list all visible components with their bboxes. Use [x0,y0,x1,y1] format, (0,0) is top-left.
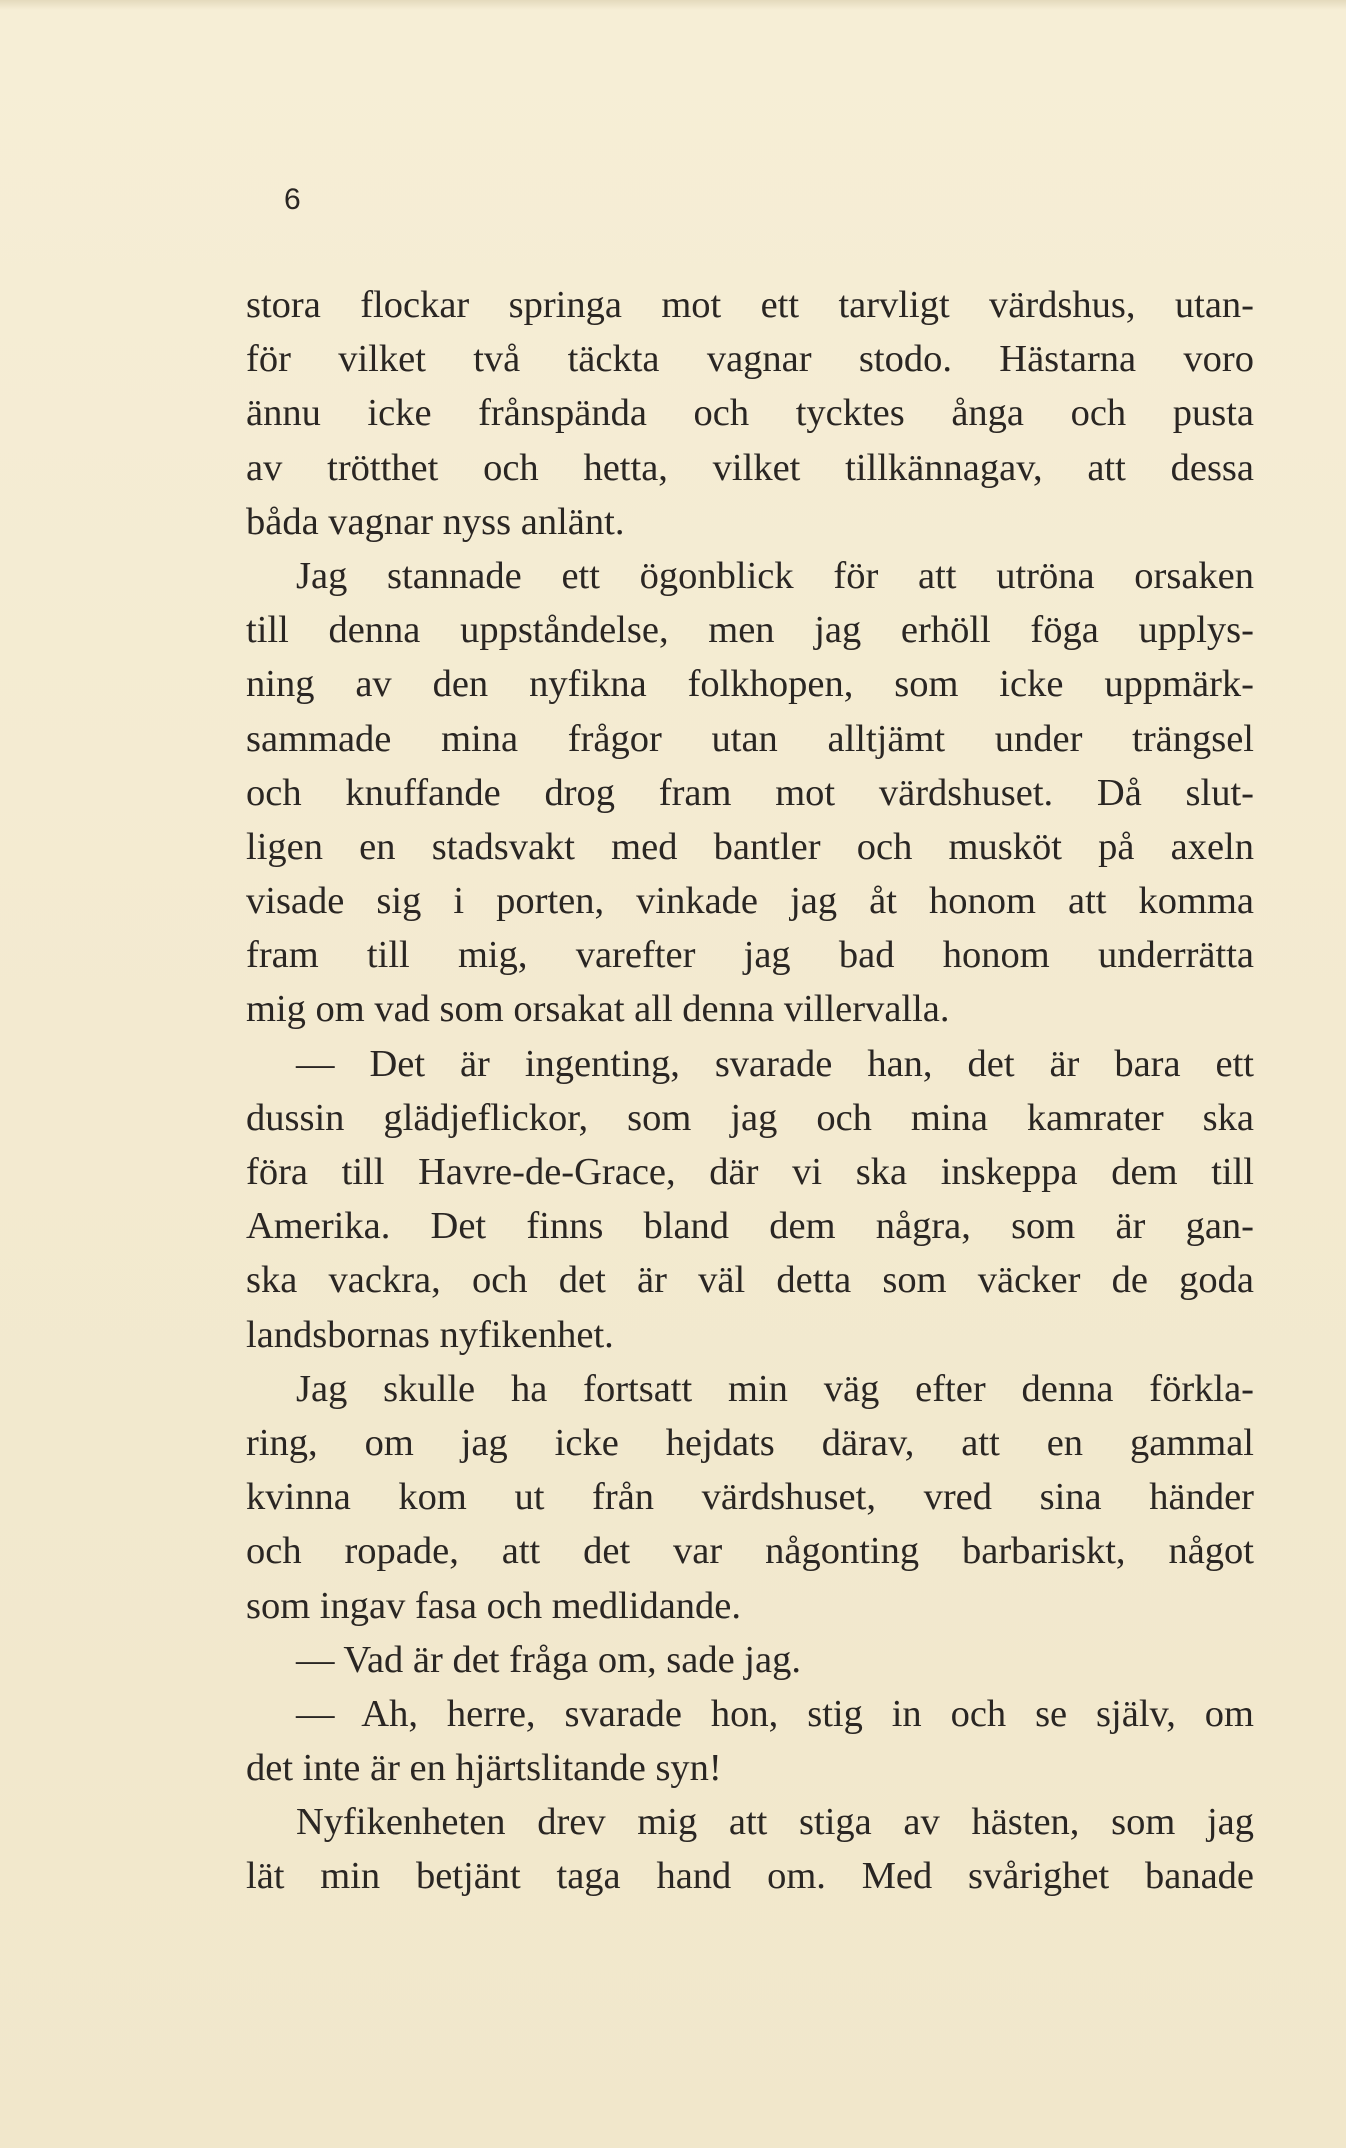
text-line: ännu icke frånspända och tycktes ånga och pusta [246,392,1254,435]
text-line: Amerika. Det finns bland dem några, som är gan- [246,1205,1254,1248]
text-line: sammade mina frågor utan alltjämt under trängsel [246,717,1254,760]
text-line: fram till mig, varefter jag bad honom underrätta [246,934,1254,977]
text-line: — Det är ingenting, svarade han, det är bara ett [296,1042,1254,1085]
text-line: visade sig i porten, vinkade jag åt honom att komma [246,880,1254,923]
text-line: som ingav fasa och medlidande. [246,1584,742,1627]
text-line: — Ah, herre, svarade hon, stig in och se själv, om [296,1692,1254,1735]
text-line: och ropade, att det var någonting barbariskt, något [246,1530,1254,1573]
text-line: och knuffande drog fram mot värdshuset. Då slut- [246,771,1254,814]
text-line: lät min betjänt taga hand om. Med svårighet banade [246,1855,1254,1898]
text-line: av trötthet och hetta, vilket tillkännagav, att dessa [246,446,1254,489]
text-line: ska vackra, och det är väl detta som väcker de goda [246,1259,1254,1302]
body-text [246,278,1254,1904]
text-line: Nyfikenheten drev mig att stiga av hästen, som jag [296,1801,1254,1844]
text-line: ligen en stadsvakt med bantler och musköt på axeln [246,825,1254,868]
page-number: 6 [284,183,301,216]
text-line: ring, om jag icke hejdats därav, att en gammal [246,1421,1254,1464]
page-top-edge [0,0,1346,10]
text-line: ning av den nyfikna folkhopen, som icke uppmärk- [246,663,1254,706]
text-line: Jag skulle ha fortsatt min väg efter denna förkla- [296,1367,1254,1410]
text-line: Jag stannade ett ögonblick för att utröna orsaken [296,554,1254,597]
text-line: dussin glädjeflickor, som jag och mina kamrater ska [246,1096,1254,1139]
text-line: för vilket två täckta vagnar stodo. Hästarna voro [246,338,1254,381]
text-line: — Vad är det fråga om, sade jag. [296,1638,801,1681]
text-line: till denna uppståndelse, men jag erhöll föga upplys- [246,609,1254,652]
text-line: det inte är en hjärtslitande syn! [246,1747,722,1790]
text-line: kvinna kom ut från värdshuset, vred sina händer [246,1476,1254,1519]
text-line: mig om vad som orsakat all denna villervalla. [246,988,950,1031]
text-line: stora flockar springa mot ett tarvligt värdshus, utan- [246,284,1254,326]
text-line: föra till Havre-de-Grace, där vi ska inskeppa dem till [246,1151,1254,1193]
text-line: båda vagnar nyss anlänt. [246,500,625,543]
text-line: landsbornas nyfikenhet. [246,1313,614,1356]
